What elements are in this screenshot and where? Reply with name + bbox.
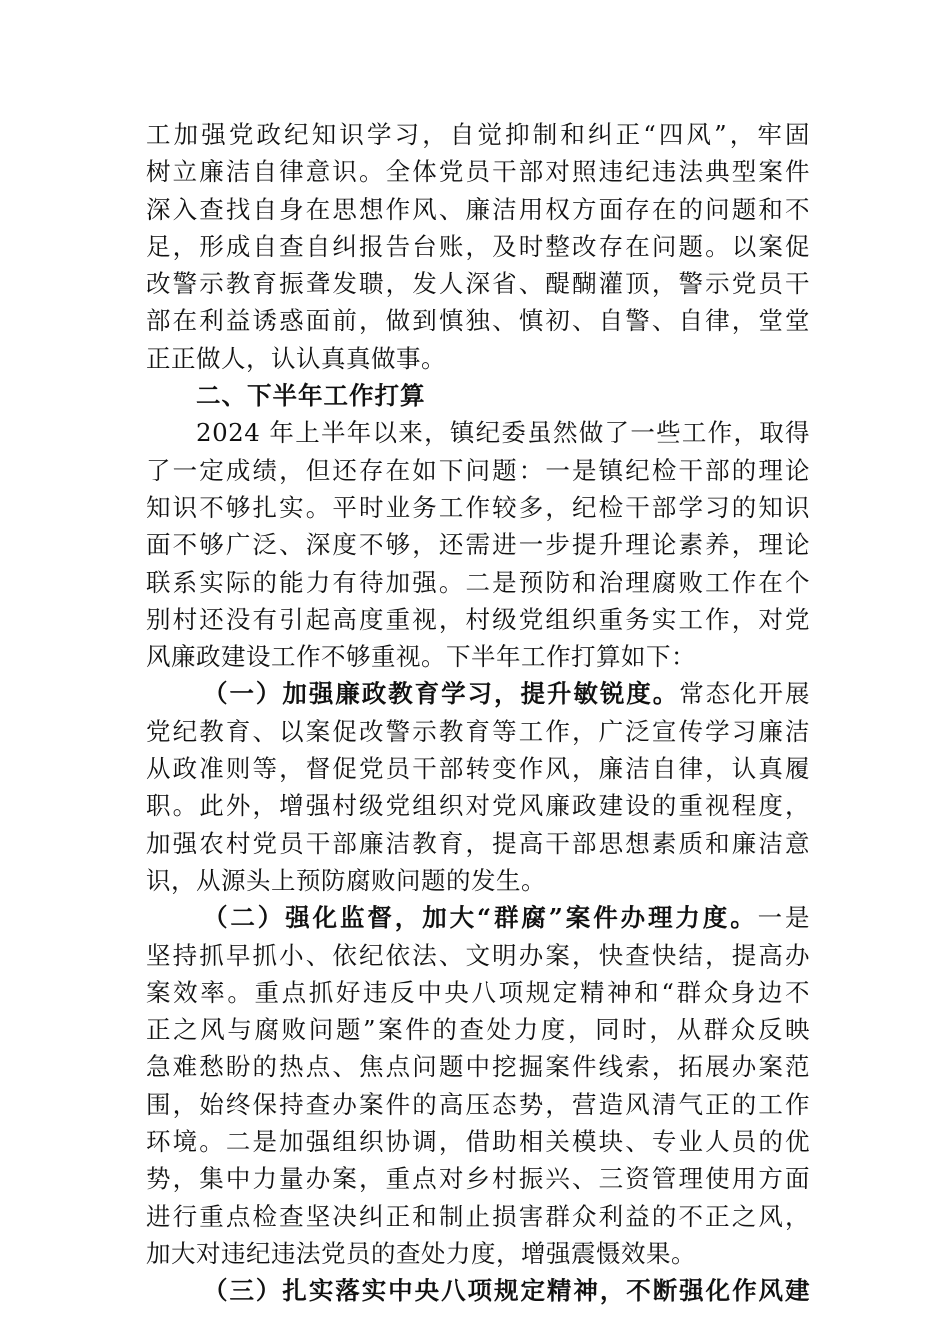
text-line: 案效率。重点抓好违反中央八项规定精神和“群众身边不 — [146, 977, 810, 1007]
text-line: 坚持抓早抓小、依纪依法、文明办案，快查快结，提高办 — [146, 940, 810, 970]
text-line: 树立廉洁自律意识。全体党员干部对照违纪违法典型案件 — [146, 157, 810, 187]
text-line: 深入查找自身在思想作风、廉洁用权方面存在的问题和不 — [146, 194, 810, 224]
text-line — [146, 899, 810, 936]
text-line — [146, 675, 810, 712]
text-line: 工加强党政纪知识学习，自觉抑制和纠正“四风”，牢固 — [146, 120, 810, 149]
subsection-text: 常态化开展 — [679, 679, 811, 709]
text-line: 别村还没有引起高度重视，村级党组织重务实工作，对党 — [146, 604, 810, 634]
text-line: 识，从源头上预防腐败问题的发生。 — [146, 865, 546, 895]
text-line: 风廉政建设工作不够重视。下半年工作打算如下： — [146, 642, 696, 672]
text-line: 党纪教育、以案促改警示教育等工作，广泛宣传学习廉洁 — [146, 716, 810, 746]
subsection-text: 一是 — [757, 903, 811, 933]
text-line: 2024 年上半年以来，镇纪委虽然做了一些工作，取得 — [196, 418, 810, 448]
paragraph-problems — [146, 414, 810, 675]
subsection-title: （一）加强廉政教育学习，提升敏锐度。 — [203, 679, 680, 709]
text-line: 职。此外，增强村级党组织对党风廉政建设的重视程度， — [146, 791, 810, 821]
text-line: 从政准则等，督促党员干部转变作风，廉洁自律，认真履 — [146, 754, 810, 784]
subsection-integrity-education — [146, 675, 810, 899]
text-line: 势，集中力量办案，重点对乡村振兴、三资管理使用方面 — [146, 1164, 810, 1194]
text-line: 联系实际的能力有待加强。二是预防和治理腐败工作在个 — [146, 567, 810, 597]
subsection-eight-rules — [146, 1272, 810, 1309]
subsection-title: （三）扎实落实中央八项规定精神，不断强化作风建 — [203, 1276, 810, 1306]
text-line: 加强农村党员干部廉洁教育，提高干部思想素质和廉洁意 — [146, 828, 810, 858]
text-line: 正之风与腐败问题”案件的查处力度，同时，从群众反映 — [146, 1015, 810, 1045]
subsection-supervision — [146, 899, 810, 1272]
text-line: 部在利益诱惑面前，做到慎独、慎初、自警、自律，堂堂 — [146, 306, 810, 336]
text-line: 足，形成自查自纠报告台账，及时整改存在问题。以案促 — [146, 231, 810, 261]
document-page — [146, 116, 811, 1306]
text-line: 正正做人，认认真真做事。 — [146, 343, 446, 373]
text-line: 进行重点检查坚决纠正和制止损害群众利益的不正之风， — [146, 1201, 810, 1231]
text-line: 改警示教育振聋发聩，发人深省、醍醐灌顶，警示党员干 — [146, 269, 810, 299]
section-heading: 二、下半年工作打算 — [196, 381, 426, 411]
text-line: 知识不够扎实。平时业务工作较多，纪检干部学习的知识 — [146, 492, 810, 522]
text-line: 环境。二是加强组织协调，借助相关模块、专业人员的优 — [146, 1127, 810, 1157]
text-line: 围，始终保持查办案件的高压态势，营造风清气正的工作 — [146, 1089, 810, 1119]
paragraph-discipline-education — [146, 116, 810, 377]
text-line: 急难愁盼的热点、焦点问题中挖掘案件线索，拓展办案范 — [146, 1052, 810, 1082]
text-line: 加大对违纪违法党员的查处力度，增强震慑效果。 — [146, 1238, 696, 1268]
text-line: 面不够广泛、深度不够，还需进一步提升理论素养，理论 — [146, 530, 810, 560]
subsection-title: （二）强化监督，加大“群腐”案件办理力度。 — [203, 903, 758, 933]
text-line: 了一定成绩，但还存在如下问题：一是镇纪检干部的理论 — [146, 455, 810, 485]
